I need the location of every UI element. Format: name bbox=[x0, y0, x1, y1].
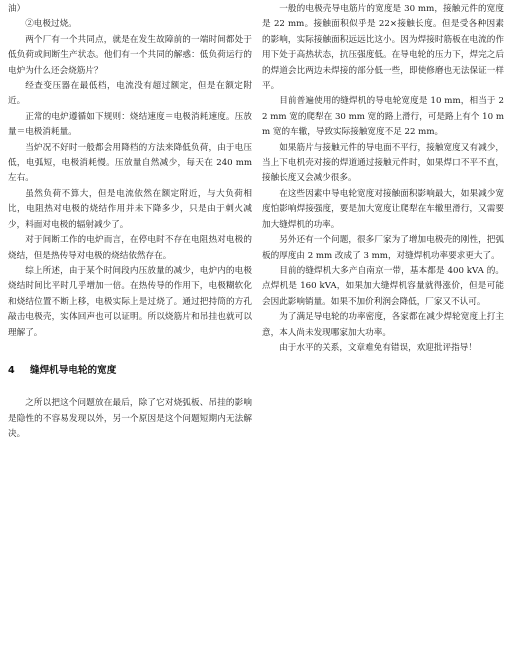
paragraph: ②电极过烧。 bbox=[25, 19, 77, 30]
paragraph: 一般的电极壳导电筋片的宽度是 30 mm，接触元件的宽度是 22 mm。接触面积似乎是 22×接触长度。但是受各种因素的影响，实际接触面积远远比这小。因为焊接时筋板在电流的作用下处于高热状态，抗压强度低。在导电轮的压力下，焊完之后的焊道会比两边未焊接的部分低一些，即使修磨也无法保证一样平。 bbox=[262, 4, 504, 92]
paragraph: 为了满足导电轮的功率密度，各家都在减少焊轮宽度上打主意，本人尚未发现哪家加大功率。 bbox=[262, 312, 504, 338]
paragraph: 当炉况不好时一般都会用降档的方法来降低负荷，由于电压低，电弧短，电极消耗慢。压放量自然减少，每天在 240 mm 左右。 bbox=[8, 142, 252, 184]
paragraph: 之所以把这个问题放在最后，除了它对烧弧板、吊挂的影响是隐性的不容易发现以外，另一个原因是这个问题短期内无法解决。 bbox=[8, 398, 252, 440]
paragraph: 虽然负荷不算大，但是电流依然在额定附近，与大负荷相比，电阻热对电极的烧结作用并未下降多少，只是由于刺火减少，料面对电极的辐射减少了。 bbox=[8, 188, 252, 230]
paragraph: 综上所述，由于某个时间段内压放量的减少，电炉内的电极烧结时间比平时几乎增加一倍。在热传导的作用下，电极糊软化和烧结位置不断上移，电极实际上是过烧了。通过把持筒的方孔敲击电极壳，实体回声也可以证明。所以烧筋片和吊挂也就可以理解了。 bbox=[8, 265, 252, 338]
section-title: 缝焊机导电轮的宽度 bbox=[30, 364, 117, 376]
paragraph: 在这些因素中导电轮宽度对接触面积影响最大，如果减少宽度怕影响焊接强度，要是加大宽度让爬犁在车辙里滑行，又需要加大缝焊机的功率。 bbox=[262, 188, 504, 230]
left-paragraphs-before bbox=[8, 2, 252, 341]
paragraph: 正常的电炉遵循如下规则：烧结速度＝电极消耗速度。压放量＝电极消耗量。 bbox=[8, 111, 252, 138]
paragraph: 由于水平的关系，文章难免有错误，欢迎批评指导！ bbox=[279, 342, 477, 353]
section-heading bbox=[8, 363, 252, 378]
paragraph: 油） bbox=[8, 4, 26, 14]
paragraph: 对于间断工作的电炉而言，在停电时不存在电阻热对电极的烧结，但是热传导对电极的烧结依然存在。 bbox=[8, 235, 252, 261]
paragraph: 两个厂有一个共同点，就是在发生故障前的一端时间都处于低负荷或间断生产状态。他们有一个共同的解惑：低负荷运行的电炉为什么还会烧筋片？ bbox=[8, 34, 252, 76]
paragraph: 另外还有一个问题，很多厂家为了增加电极壳的刚性，把弧板的厚度由 2 mm 改成了 3 mm，对缝焊机功率要求更大了。 bbox=[262, 235, 504, 261]
paragraph: 经查变压器在最低档，电流没有超过额定，但是在额定附近。 bbox=[8, 81, 252, 107]
left-column bbox=[8, 2, 252, 443]
left-paragraphs-after bbox=[8, 396, 252, 442]
right-column bbox=[262, 2, 504, 356]
paragraph: 如果筋片与接触元件的导电面不平行，接触宽度又有减少，当上下电机壳对接的焊道通过接触元件时，如果焊口不平不直，接触长度又会减少很多。 bbox=[262, 142, 504, 184]
section-number: 4 bbox=[8, 364, 15, 376]
paragraph: 目前的缝焊机大多产自南京一带，基本都是 400 kVA 的。点焊机是 160 kVA，如果加大缝焊机容量就得涨价，但是可能会因此影响销量。如果不加价利润会降低，厂家又不认可。 bbox=[262, 265, 504, 307]
paragraph: 目前普遍使用的缝焊机的导电轮宽度是 10 mm，相当于 22 mm 宽的爬犁在 30 mm 宽的路上滑行，可是路上有个 10 mm 宽的车辙，导致实际接触宽度不足 22 mm。 bbox=[262, 96, 504, 138]
